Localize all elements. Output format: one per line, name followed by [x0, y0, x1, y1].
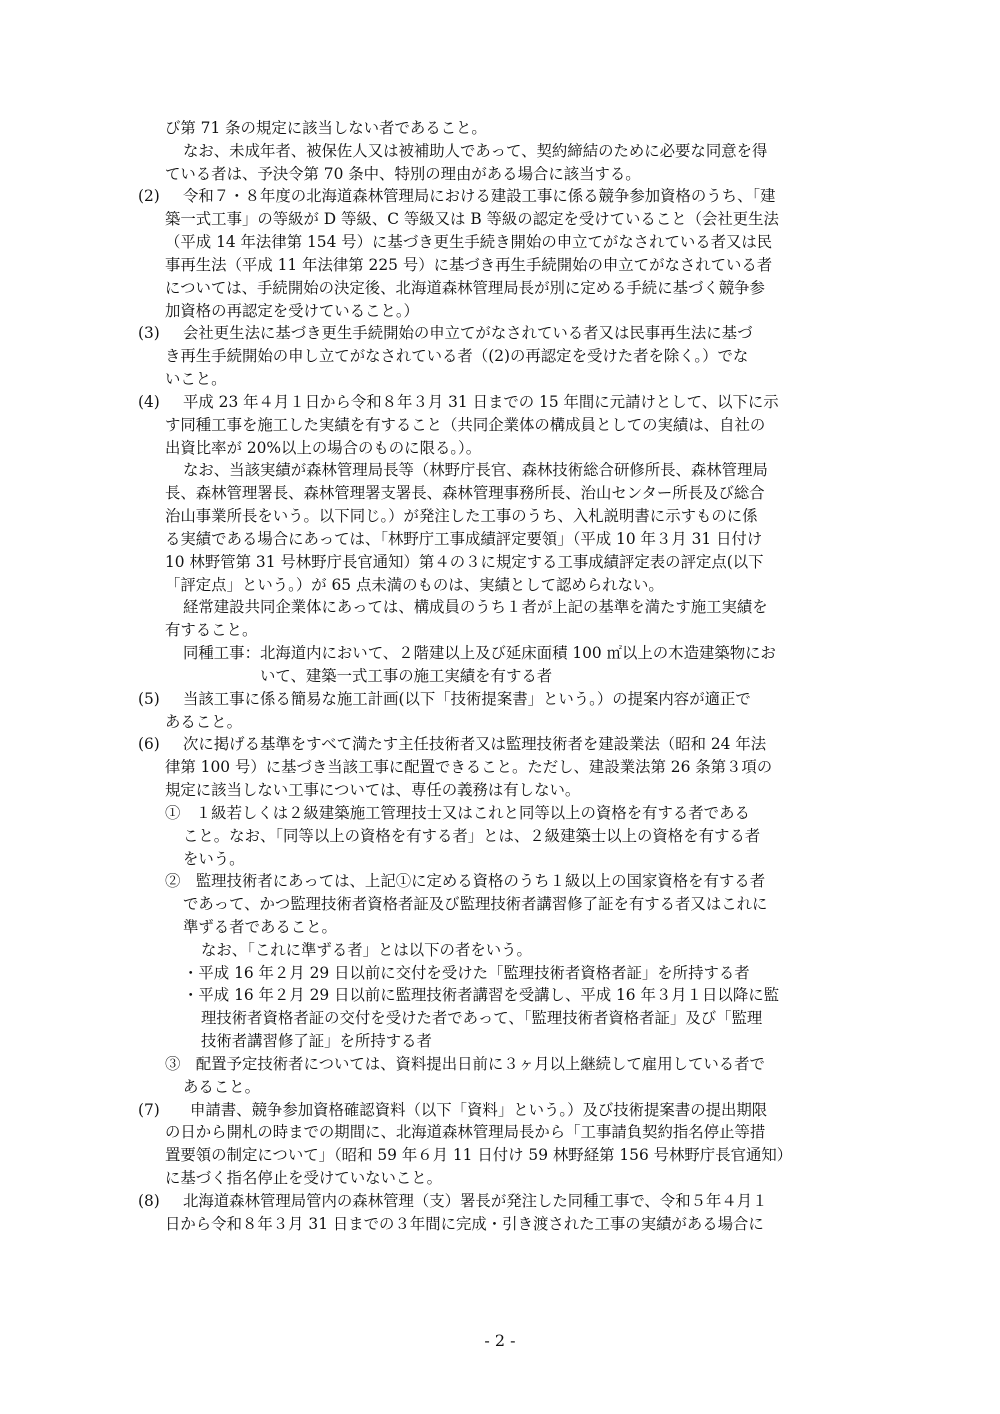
- line-text: 日から令和８年３月 31 日までの３年間に完成・引き渡された工事の実績がある場合に: [165, 1214, 764, 1233]
- line-text: なお、未成年者、被保佐人又は被補助人であって、契約締結のために必要な同意を得: [183, 141, 768, 160]
- text-line: [0, 231, 1000, 254]
- line-text: 北海道森林管理局管内の森林管理（支）署長が発注した同種工事で、令和５年４月１: [183, 1191, 768, 1210]
- line-text: 理技術者資格者証の交付を受けた者であって、「監理技術者資格者証」及び「監理: [201, 1009, 763, 1028]
- line-text: す同種工事を施工した実績を有すること（共同企業体の構成員としての実績は、自社の: [165, 415, 766, 434]
- line-text: 置要領の制定について」（昭和 59 年６月 11 日付け 59 林野経第 156 号林野庁長官通知）: [165, 1146, 793, 1165]
- text-line: [0, 596, 1000, 619]
- line-text: び第 71 条の規定に該当しない者であること。: [165, 119, 487, 137]
- item-number: (7): [138, 1100, 160, 1119]
- text-line: [0, 779, 1000, 802]
- text-line: [0, 163, 1000, 186]
- line-text: に基づく指名停止を受けていないこと。: [165, 1169, 443, 1188]
- text-line: [0, 825, 1000, 848]
- text-line: [0, 1190, 1000, 1213]
- text-line: [0, 939, 1000, 962]
- text-line: [0, 140, 1000, 163]
- text-line: [0, 984, 1000, 1007]
- line-text: 加資格の再認定を受けていること。）: [165, 301, 419, 320]
- line-text: 技術者講習修了証」を所持する者: [201, 1032, 432, 1051]
- item-number: (4): [138, 392, 160, 411]
- text-line: [0, 459, 1000, 482]
- line-text: 準ずる者であること。: [183, 917, 337, 936]
- line-text: あること。: [165, 712, 242, 731]
- line-text: 次に掲げる基準をすべて満たす主任技術者又は監理技術者を建設業法（昭和 24 年法: [183, 735, 767, 754]
- line-text: いて、建築一式工事の施工実績を有する者: [260, 666, 553, 685]
- line-text: 会社更生法に基づき更生手続開始の申立てがなされている者又は民事再生法に基づ: [183, 324, 753, 343]
- line-text: 平成 23 年４月１日から令和８年３月 31 日までの 15 年間に元請けとして、以下に示: [183, 392, 779, 411]
- text-line: [0, 254, 1000, 277]
- line-text: 規定に該当しない工事については、専任の義務は有しない。: [165, 781, 581, 800]
- line-text: 令和７・８年度の北海道森林管理局における建設工事に係る競争参加資格のうち、「建: [183, 187, 776, 206]
- line-text: 律第 100 号）に基づき当該工事に配置できること。ただし、建設業法第 26 条第３項の: [165, 758, 773, 777]
- text-line: [0, 893, 1000, 916]
- text-line: [0, 848, 1000, 871]
- item-number: (6): [138, 735, 160, 754]
- text-line: [0, 322, 1000, 345]
- text-line: [0, 802, 1000, 825]
- text-line: [0, 300, 1000, 323]
- text-line: [0, 688, 1000, 711]
- line-text: る実績である場合にあっては、「林野庁工事成績評定要領」（平成 10 年３月 31 日付け: [165, 529, 763, 548]
- line-text: 「評定点」という。）が 65 点未満のものは、実績として認められない。: [165, 575, 664, 594]
- line-text: ている者は、予決令第 70 条中、特別の理由がある場合に該当する。: [165, 164, 641, 183]
- item-number: (2): [138, 187, 160, 206]
- text-line: [0, 528, 1000, 551]
- text-line: [0, 574, 1000, 597]
- text-line: [0, 1099, 1000, 1122]
- line-text: をいう。: [183, 849, 245, 868]
- line-text: 当該工事に係る簡易な施工計画(以下「技術提案書」という。）の提案内容が適正で: [183, 689, 751, 708]
- text-line: [0, 1007, 1000, 1030]
- line-text: 治山事業所長をいう。以下同じ。）が発注した工事のうち、入札説明書に示すものに係: [165, 507, 758, 526]
- text-line: [0, 185, 1000, 208]
- line-text: （平成 14 年法律第 154 号）に基づき更生手続き開始の申立てがなされている者又は民: [165, 233, 773, 252]
- text-line: [0, 117, 1000, 140]
- line-text: なお、当該実績が森林管理局長等（林野庁長官、森林技術総合研修所長、森林管理局: [183, 461, 768, 480]
- line-text: あること。: [183, 1077, 260, 1096]
- text-line: [0, 208, 1000, 231]
- line-text: ・平成 16 年２月 29 日以前に監理技術者講習を受講し、平成 16 年３月１日以降に監: [183, 986, 779, 1005]
- line-text: 申請書、競争参加資格確認資料（以下「資料」という。）及び技術提案書の提出期限: [190, 1100, 768, 1119]
- text-line: [0, 642, 1000, 665]
- line-text: なお、「これに準ずる者」とは以下の者をいう。: [201, 940, 532, 959]
- line-text: き再生手続開始の申し立てがなされている者（(2)の再認定を受けた者を除く。）でな: [165, 347, 749, 366]
- line-text: 事再生法（平成 11 年法律第 225 号）に基づき再生手続開始の申立てがなされている者: [165, 255, 773, 274]
- line-text: 長、森林管理署長、森林管理署支署長、森林管理事務所長、治山センター所長及び総合: [165, 484, 765, 503]
- text-line: [0, 665, 1000, 688]
- line-text: については、手続開始の決定後、北海道森林管理局長が別に定める手続に基づく競争参: [165, 278, 765, 297]
- line-text: であって、かつ監理技術者資格者証及び監理技術者講習修了証を有する者又はこれに: [183, 895, 768, 914]
- line-text: の日から開札の時までの期間に、北海道森林管理局長から「工事請負契約指名停止等措: [165, 1123, 766, 1142]
- text-line: [0, 711, 1000, 734]
- line-text: こと。なお、「同等以上の資格を有する者」とは、２級建築士以上の資格を有する者: [183, 826, 761, 845]
- text-line: [0, 870, 1000, 893]
- text-line: [0, 619, 1000, 642]
- text-line: [0, 368, 1000, 391]
- item-number: (3): [138, 324, 160, 343]
- text-line: [0, 962, 1000, 985]
- text-line: [0, 916, 1000, 939]
- text-line: [0, 1213, 1000, 1236]
- text-line: [0, 414, 1000, 437]
- text-line: [0, 1076, 1000, 1099]
- page-number: - 2 -: [484, 1331, 516, 1350]
- line-text: 同種工事：北海道内において、２階建以上及び延床面積 100 ㎡以上の木造建築物にお: [183, 644, 776, 663]
- line-text: ③ 配置予定技術者については、資料提出日前に３ヶ月以上継続して雇用している者で: [165, 1054, 765, 1073]
- text-line: [0, 1030, 1000, 1053]
- line-text: 10 林野管第 31 号林野庁長官通知）第４の３に規定する工事成績評定表の評定点(以下: [165, 552, 764, 571]
- body-text: [0, 117, 1000, 1236]
- item-number: (8): [138, 1191, 160, 1210]
- line-text: 築一式工事」の等級が D 等級、C 等級又は B 等級の認定を受けていること（会社更生法: [165, 210, 779, 229]
- text-line: [0, 505, 1000, 528]
- line-text: ・平成 16 年２月 29 日以前に交付を受けた「監理技術者資格者証」を所持する者: [183, 963, 750, 982]
- line-text: ② 監理技術者にあっては、上記①に定める資格のうち１級以上の国家資格を有する者: [165, 872, 766, 891]
- line-text: 経常建設共同企業体にあっては、構成員のうち１者が上記の基準を満たす施工実績を: [183, 598, 768, 617]
- text-line: [0, 391, 1000, 414]
- text-line: [0, 437, 1000, 460]
- text-line: [0, 482, 1000, 505]
- text-line: [0, 1167, 1000, 1190]
- line-text: 出資比率が 20%以上の場合のものに限る。）。: [165, 438, 482, 457]
- text-line: [0, 277, 1000, 300]
- item-number: (5): [138, 689, 160, 708]
- line-text: ① １級若しくは２級建築施工管理技士又はこれと同等以上の資格を有する者である: [165, 803, 750, 822]
- text-line: [0, 1144, 1000, 1167]
- line-text: いこと。: [165, 370, 227, 389]
- text-line: [0, 551, 1000, 574]
- text-line: [0, 733, 1000, 756]
- text-line: [0, 345, 1000, 368]
- line-text: 有すること。: [165, 621, 258, 640]
- text-line: [0, 756, 1000, 779]
- text-line: [0, 1121, 1000, 1144]
- text-line: [0, 1053, 1000, 1076]
